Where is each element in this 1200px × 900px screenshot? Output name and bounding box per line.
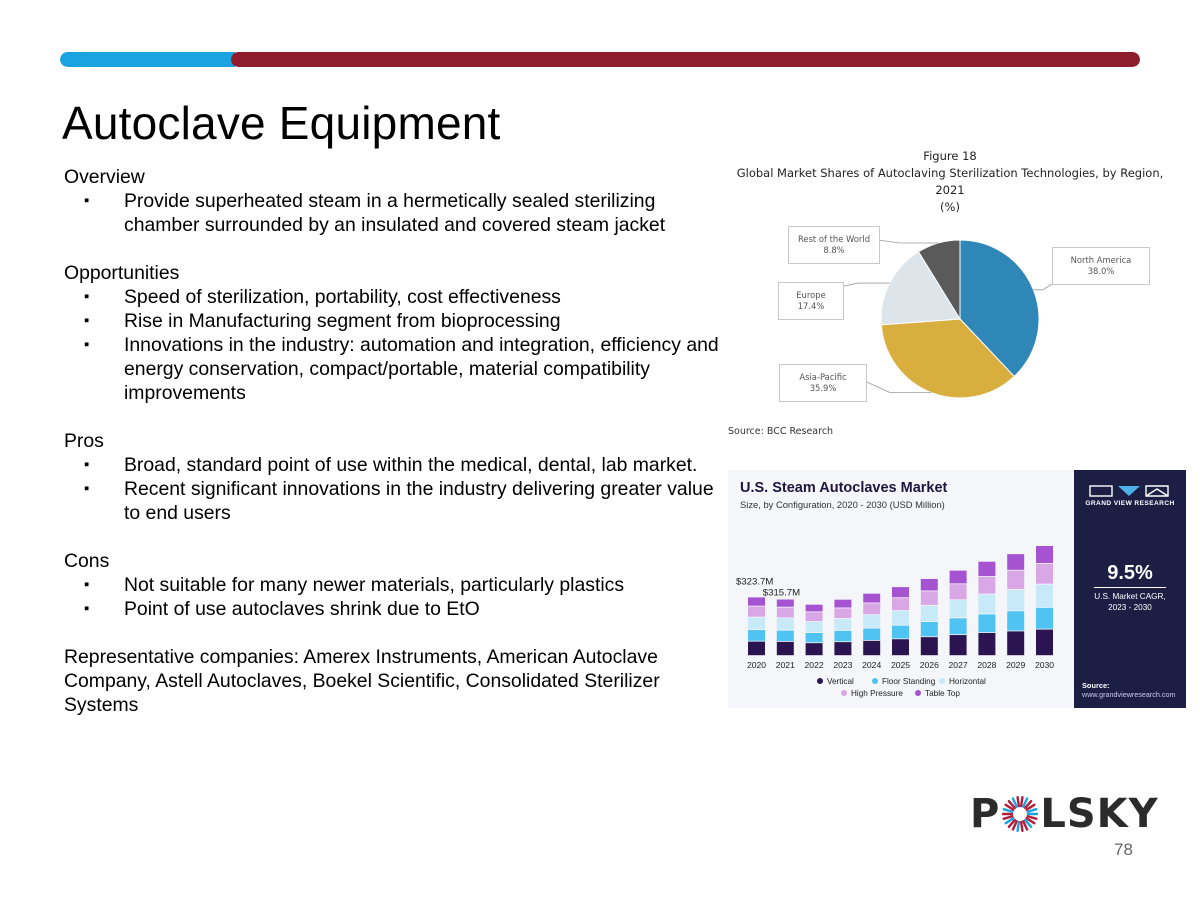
gvr-chart-panel: [728, 470, 1075, 708]
legend-swatch: [841, 690, 847, 696]
bar-segment-table-top: [806, 605, 823, 612]
pros-bullet: ▪ Recent significant innovations in the industry delivering greater value to end users: [64, 477, 724, 525]
bar-segment-table-top: [1007, 554, 1024, 570]
bar-segment-table-top: [834, 600, 851, 608]
bar-segment-high-pressure: [921, 591, 938, 605]
pie-label-value: 38.0%: [1087, 266, 1115, 276]
stacked-bar-chart-svg: [728, 470, 1074, 708]
bar-segment-vertical: [921, 637, 938, 655]
bar-segment-floor-standing: [1007, 611, 1024, 630]
bar-segment-vertical: [777, 642, 794, 655]
pie-label-name: Europe: [796, 290, 826, 300]
pie-label-value: 8.8%: [823, 245, 845, 255]
bar-segment-floor-standing: [748, 630, 765, 641]
overview-bullet: ▪ Provide superheated steam in a hermetically sealed sterilizing chamber surrounded by an insulated and covered steam jacket: [64, 189, 724, 237]
gvr-cagr-value: 9.5%: [1107, 562, 1153, 584]
bar-segment-high-pressure: [748, 607, 765, 617]
bar-segment-floor-standing: [806, 633, 823, 642]
bar-segment-floor-standing: [892, 626, 909, 639]
pie-label-value: 17.4%: [797, 301, 825, 311]
bar-segment-vertical: [748, 642, 765, 656]
bar-segment-high-pressure: [777, 608, 794, 618]
bar-segment-floor-standing: [921, 622, 938, 636]
page-number: 78: [1114, 840, 1133, 859]
bar-segment-floor-standing: [978, 614, 995, 632]
bar-segment-table-top: [777, 600, 794, 607]
gvr-logo-icon: [1088, 484, 1172, 498]
bar-segment-high-pressure: [978, 577, 995, 594]
bar-segment-table-top: [1036, 546, 1053, 563]
x-tick-label: 2030: [1034, 660, 1055, 670]
x-tick-label: 2027: [948, 660, 968, 670]
bar-segment-vertical: [892, 639, 909, 655]
gvr-divider: [1094, 587, 1166, 588]
legend-label: High Pressure: [851, 689, 903, 698]
x-tick-label: 2022: [804, 660, 824, 670]
gvr-side-panel: [1074, 470, 1186, 708]
gvr-infographic: [728, 470, 1186, 708]
bar-segment-floor-standing: [950, 618, 967, 634]
gvr-source-url: www.grandviewresearch.com: [1082, 690, 1176, 699]
bar-segment-high-pressure: [950, 584, 967, 599]
cons-section: [64, 549, 724, 621]
pie-leader-line: [1033, 284, 1052, 290]
x-tick-label: 2024: [862, 660, 882, 670]
opportunities-bullet: ▪ Speed of sterilization, portability, cost effectiveness: [64, 285, 724, 309]
pros-list: [64, 453, 724, 525]
bar-segment-table-top: [863, 594, 880, 603]
gvr-source-heading: Source:: [1082, 681, 1110, 690]
legend-label: Vertical: [827, 677, 854, 686]
bar-segment-floor-standing: [834, 631, 851, 641]
bar-segment-table-top: [748, 597, 765, 605]
bar-segment-table-top: [921, 579, 938, 591]
bar-segment-table-top: [950, 571, 967, 584]
bar-segment-horizontal: [863, 615, 880, 628]
bar-segment-table-top: [978, 562, 995, 576]
pie-label-name: Rest of the World: [797, 234, 871, 244]
bar-segment-high-pressure: [1007, 571, 1024, 589]
pie-label-value: 35.9%: [809, 383, 837, 393]
figure-18-pie-chart: [726, 148, 1174, 448]
logo-starburst-icon: [1002, 796, 1038, 832]
bar-segment-high-pressure: [1036, 564, 1053, 584]
bar-segment-horizontal: [1036, 585, 1053, 608]
cons-list: [64, 573, 724, 621]
pie-callout-europe: [778, 282, 844, 320]
x-tick-label: 2028: [977, 660, 997, 670]
legend-label: Horizontal: [949, 677, 986, 686]
bar-segment-horizontal: [978, 594, 995, 613]
accent-bar-red: [231, 52, 1140, 67]
bar-segment-vertical: [806, 643, 823, 655]
pros-heading: Pros: [64, 430, 104, 452]
representative-companies: Representative companies: Amerex Instruments, American Autoclave Company, Astell Autoclaves, Boekel Scientific, Consolidated Sterilizer Systems: [64, 646, 660, 716]
x-tick-label: 2021: [775, 660, 795, 670]
opportunities-list: [64, 285, 724, 405]
legend-label: Table Top: [925, 689, 960, 698]
pros-bullet: ▪ Broad, standard point of use within the medical, dental, lab market.: [64, 453, 724, 477]
pros-section: [64, 429, 724, 525]
bar-segment-horizontal: [1007, 590, 1024, 611]
pie-label-name: Asia-Pacific: [799, 372, 847, 382]
gvr-brand-name: GRAND VIEW RESEARCH: [1085, 500, 1175, 507]
bar-segment-horizontal: [834, 619, 851, 630]
polsky-logo: [970, 791, 1159, 837]
bar-segment-horizontal: [921, 606, 938, 621]
opportunities-bullet: ▪ Rise in Manufacturing segment from bioprocessing: [64, 309, 724, 333]
legend-swatch: [915, 690, 921, 696]
x-tick-label: 2029: [1006, 660, 1026, 670]
bar-segment-horizontal: [892, 611, 909, 625]
slide-body: [64, 165, 724, 717]
bar-segment-floor-standing: [1036, 608, 1053, 629]
x-tick-label: 2023: [833, 660, 853, 670]
opportunities-section: [64, 261, 724, 405]
legend-swatch: [872, 678, 878, 684]
overview-section: [64, 165, 724, 237]
legend-swatch: [817, 678, 823, 684]
bar-segment-horizontal: [777, 618, 794, 630]
bar-segment-vertical: [1007, 631, 1024, 655]
bar-segment-high-pressure: [863, 603, 880, 614]
bar-segment-table-top: [892, 587, 909, 597]
gvr-title: U.S. Steam Autoclaves Market: [740, 480, 948, 496]
gvr-subtitle: Size, by Configuration, 2020 - 2030 (USD Million): [740, 499, 945, 510]
overview-list: [64, 189, 724, 237]
gvr-cagr-label: [1074, 591, 1186, 613]
x-tick-label: 2020: [746, 660, 767, 670]
slide-title: Autoclave Equipment: [62, 97, 501, 149]
bar-segment-vertical: [1036, 630, 1053, 656]
bar-segment-floor-standing: [777, 631, 794, 641]
bar-segment-floor-standing: [863, 629, 880, 641]
gvr-cagr-label-line2: 2023 - 2030: [1108, 603, 1152, 612]
pie-callout-asia-pacific: [779, 364, 867, 402]
bar-segment-vertical: [834, 642, 851, 655]
bar-segment-vertical: [978, 633, 995, 655]
opportunities-heading: Opportunities: [64, 262, 180, 284]
x-tick-label: 2025: [890, 660, 911, 670]
bar-segment-horizontal: [748, 618, 765, 630]
gvr-cagr-label-line1: U.S. Market CAGR,: [1094, 592, 1166, 601]
bar-data-label: $323.7M: [736, 576, 774, 588]
pie-label-name: North America: [1070, 255, 1132, 265]
overview-heading: Overview: [64, 166, 145, 188]
logo-text-left: P: [970, 791, 1001, 837]
x-tick-label: 2026: [919, 660, 939, 670]
cons-bullet: ▪ Point of use autoclaves shrink due to EtO: [64, 597, 724, 621]
bar-segment-high-pressure: [892, 598, 909, 610]
accent-bar-blue: [60, 52, 235, 67]
bar-segment-horizontal: [806, 622, 823, 632]
bar-segment-vertical: [863, 641, 880, 655]
cons-bullet: ▪ Not suitable for many newer materials, particularly plastics: [64, 573, 724, 597]
bar-segment-horizontal: [950, 600, 967, 617]
bar-segment-high-pressure: [806, 612, 823, 621]
bar-segment-vertical: [950, 635, 967, 655]
pie-callout-rest-of-world: [788, 226, 880, 264]
opportunities-bullet: ▪ Innovations in the industry: automation and integration, efficiency and energy conservation, compact/portable, material compatibility improvements: [64, 333, 724, 405]
bar-segment-high-pressure: [834, 608, 851, 618]
logo-text-right: LSKY: [1040, 791, 1159, 837]
legend-label: Floor Standing: [882, 677, 936, 686]
figure-caption-unit: (%): [940, 200, 960, 214]
cons-heading: Cons: [64, 550, 110, 572]
header-accent-bar: [60, 52, 1140, 67]
pie-callout-north-america: [1052, 247, 1150, 285]
legend-swatch: [939, 678, 945, 684]
figure-caption-number: Figure 18: [923, 149, 977, 163]
figure-caption-title: Global Market Shares of Autoclaving Sterilization Technologies, by Region, 2021: [736, 166, 1164, 197]
figure-source: Source: BCC Research: [728, 426, 834, 437]
bar-data-label: $315.7M: [762, 587, 801, 599]
